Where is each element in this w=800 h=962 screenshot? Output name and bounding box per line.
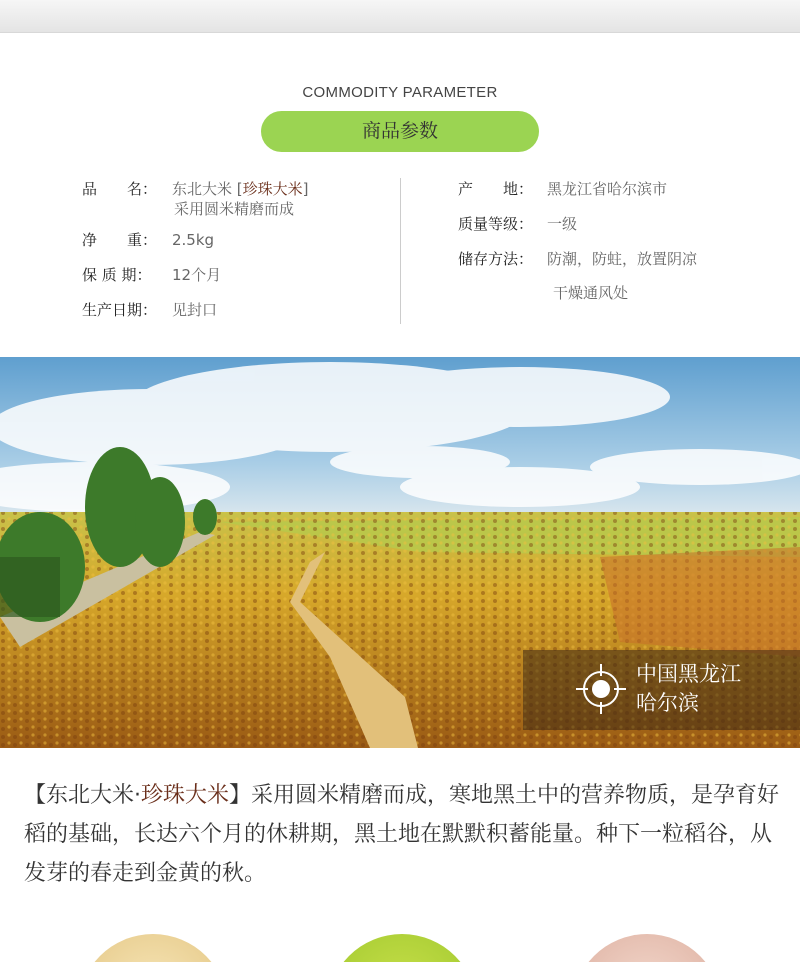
param-value: 见封口 — [172, 301, 218, 319]
param-row-production-date — [82, 293, 382, 328]
param-key: 品 名： — [82, 180, 158, 198]
param-key: 质量等级： — [458, 215, 534, 233]
param-row-grade — [458, 207, 778, 242]
param-row-shelf-life — [82, 258, 382, 293]
param-row-origin — [458, 172, 778, 207]
location-line1: 中国黑龙江 — [636, 662, 741, 686]
description-bracket-open: 【东北大米· — [24, 783, 141, 808]
params-divider — [400, 178, 401, 324]
description-highlight: 珍珠大米 — [141, 783, 230, 808]
param-value: 2.5kg — [172, 231, 215, 249]
param-value: 一级 — [547, 215, 578, 233]
feature-image-field — [327, 934, 477, 962]
param-value-highlight: 珍珠大米 — [242, 180, 303, 198]
section-title-en: COMMODITY PARAMETER — [302, 84, 498, 101]
feature-image-rice — [78, 934, 228, 962]
top-strip — [0, 0, 800, 33]
param-key: 净 重： — [82, 231, 158, 249]
location-target-icon — [574, 662, 628, 716]
param-key: 保 质 期： — [82, 266, 152, 284]
description-text: 采用圆米精磨而成，寒地黑土中的营养物质，是孕育好稻的基础，长达六个月的休耕期，黑土地在默默积蓄能量。种下一粒稻谷，从发芽的春走到金黄的秋。 — [24, 783, 780, 886]
description-bracket-close: 】 — [229, 783, 252, 808]
description-paragraph — [24, 776, 784, 893]
param-value-line2: 采用圆米精磨而成 — [174, 200, 295, 218]
location-line2: 哈尔滨 — [636, 691, 699, 715]
param-value-prefix: 东北大米 [ — [172, 180, 243, 198]
feature-image-hands — [572, 934, 722, 962]
param-value-suffix: ] — [302, 180, 309, 198]
params-right — [458, 172, 778, 315]
location-text — [636, 660, 741, 718]
param-value: 防潮，防蛀，放置阴凉 — [547, 250, 698, 268]
param-key: 生产日期： — [82, 301, 158, 319]
param-value-line2: 干燥通风处 — [553, 284, 629, 302]
param-row-storage — [458, 242, 778, 277]
section-title-pill: 商品参数 — [261, 111, 539, 152]
param-key: 储存方法： — [458, 250, 534, 268]
params-left — [82, 172, 382, 328]
param-value: 黑龙江省哈尔滨市 — [547, 180, 668, 198]
param-value: 12个月 — [172, 266, 222, 284]
param-row-weight — [82, 223, 382, 258]
param-key: 产 地： — [458, 180, 534, 198]
